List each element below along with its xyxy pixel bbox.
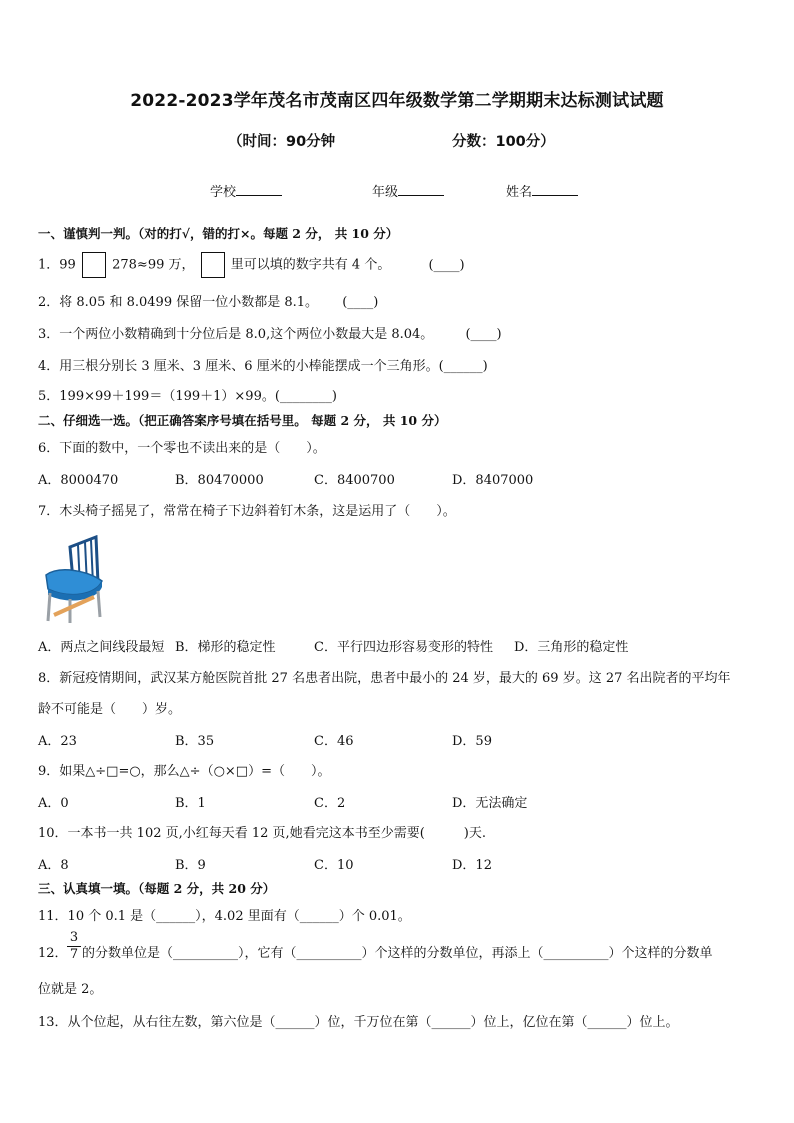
q1-paren: (____) [428,257,465,273]
q1-answer-box-1 [82,252,106,278]
grade-field [372,181,444,200]
grade-label: 年级 [372,185,399,200]
question-8-line2: 龄不可能是（ ）岁。 [38,702,182,717]
q2-text: 2．将 8.05 和 8.0499 保留一位小数都是 8.1。 [38,295,319,310]
q10-option-b: B．9 [175,858,206,873]
q2-paren: (____) [342,295,379,310]
q8-option-b: B．35 [175,734,215,749]
q7-option-c: C．平行四边形容易变形的特性 [314,640,493,655]
question-8-line1: 8．新冠疫情期间，武汉某方舱医院首批 27 名患者出院，患者中最小的 24 岁，最大的 69 岁。这 27 名出院者的平均年 [38,671,731,686]
q7-option-a: A．两点之间线段最短 [38,640,165,655]
q9-option-c: C．2 [314,796,346,811]
q10-option-c: C．10 [314,858,354,873]
name-blank [532,183,578,196]
page-title: 2022-2023学年茂名市茂南区四年级数学第二学期期末达标测试试题 [130,91,664,111]
q6-option-b: B．80470000 [175,473,264,488]
section1-heading: 一、谨慎判一判。（对的打√，错的打×。每题 2 分， 共 10 分） [38,226,399,241]
q6-option-d: D．8407000 [452,473,534,488]
q6-option-c: C．8400700 [314,473,395,488]
question-4: 4．用三根分别长 3 厘米、3 厘米、6 厘米的小棒能摆成一个三角形。(______) [38,359,488,374]
section3-heading: 三、认真填一填。（每题 2 分，共 20 分） [38,881,276,896]
q1-text-b: 278≈99 万， [112,257,195,273]
q7-option-b: B．梯形的稳定性 [175,640,276,655]
school-label: 学校 [210,185,237,200]
question-12-prefix: 12． [38,946,68,961]
name-label: 姓名 [506,185,533,200]
q1-text-c: 里可以填的数字共有 4 个。 [230,257,391,273]
exam-time: （时间：90分钟 [228,134,336,150]
question-1 [38,252,465,278]
q1-text-a: 1．99 [38,257,76,273]
q10-option-d: D．12 [452,858,492,873]
q12-fraction [67,930,81,963]
wooden-chair-image [40,535,112,625]
q8-option-c: C．46 [314,734,354,749]
q9-option-a: A．0 [38,796,69,811]
question-3 [38,323,502,342]
question-6: 6．下面的数中，一个零也不读出来的是（ ）。 [38,441,326,456]
q12-numerator: 3 [67,930,81,947]
exam-score: 分数：100分） [452,134,555,150]
q9-option-b: B．1 [175,796,206,811]
grade-blank [398,183,444,196]
q7-option-d: D．三角形的稳定性 [514,640,629,655]
q9-option-d: D．无法确定 [452,796,528,811]
section2-heading: 二、仔细选一选。（把正确答案序号填在括号里。 每题 2 分， 共 10 分） [38,413,447,428]
question-10: 10．一本书一共 102 页,小红每天看 12 页,她看完这本书至少需要( )天. [38,826,486,841]
q1-answer-box-2 [201,252,225,278]
q3-text: 3．一个两位小数精确到十分位后是 8.0,这个两位小数最大是 8.04。 [38,327,434,342]
q10-option-a: A．8 [38,858,69,873]
question-12-line1: 的分数单位是（__________），它有（__________）个这样的分数单位，再添上（__________）个这样的分数单 [82,946,713,961]
question-9: 9．如果△÷□=○，那么△÷（○×□）=（ ）。 [38,764,331,779]
q3-paren: (____) [465,327,502,342]
school-blank [236,183,282,196]
question-5: 5．199×99＋199＝（199＋1）×99。(________) [38,389,337,404]
school-field [210,181,282,200]
q8-option-a: A．23 [38,734,77,749]
question-2 [38,291,378,310]
question-13: 13．从个位起，从右往左数，第六位是（______）位，千万位在第（______）位上，亿位在第（______）位上。 [38,1015,679,1030]
question-7: 7．木头椅子摇晃了，常常在椅子下边斜着钉木条，这是运用了（ ）。 [38,504,456,519]
question-12-line2: 位就是 2。 [38,982,103,997]
question-11: 11．10 个 0.1 是（______），4.02 里面有（______）个 0.01。 [38,909,411,924]
name-field [506,181,578,200]
q8-option-d: D．59 [452,734,492,749]
q6-option-a: A．8000470 [38,473,119,488]
q12-denominator: 7 [69,947,79,962]
